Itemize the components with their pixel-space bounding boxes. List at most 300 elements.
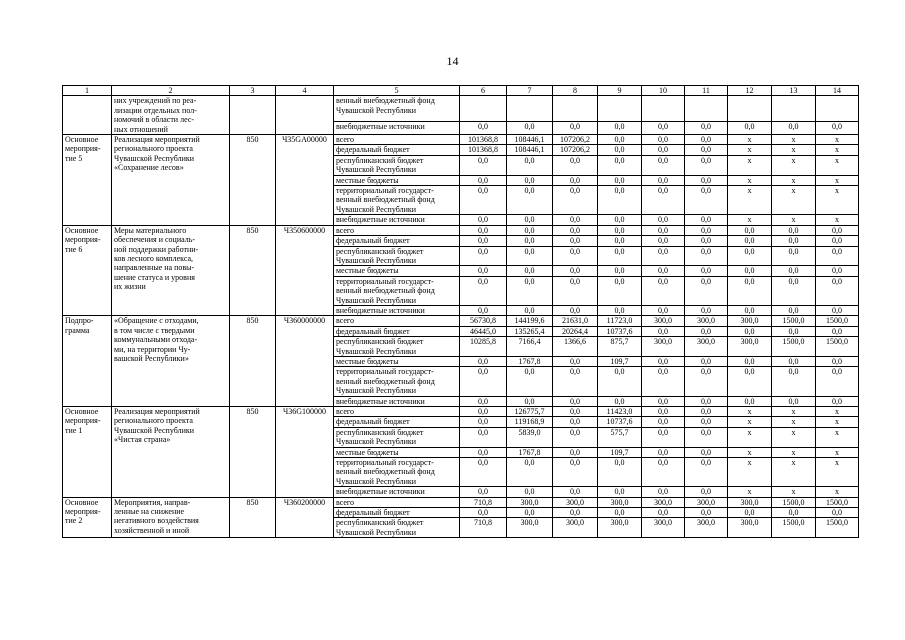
value-cell: 0,0: [553, 236, 598, 246]
value-cell: 0,0: [553, 121, 598, 134]
value-cell: 0,0: [460, 356, 507, 366]
value-cell: 1500,0: [772, 316, 816, 326]
value-cell: 0,0: [507, 121, 553, 134]
column-header: 1: [63, 86, 112, 96]
value-cell: 108446,1: [507, 145, 553, 155]
value-cell: 0,0: [772, 246, 816, 266]
value-cell: 0,0: [553, 508, 598, 518]
value-cell: 300,0: [685, 316, 728, 326]
measure-type-cell: Подпро- грамма: [63, 316, 112, 407]
value-cell: 300,0: [642, 518, 685, 538]
value-cell: 7166,4: [507, 337, 553, 357]
measure-name-cell: них учреждений по реа- лизации отдельных пол- номочий в области лес- ных отношений: [112, 96, 230, 135]
value-cell: x: [816, 407, 859, 417]
value-cell: 0,0: [816, 326, 859, 336]
value-cell: 0,0: [685, 356, 728, 366]
value-cell: x: [772, 145, 816, 155]
value-cell: x: [728, 135, 772, 145]
value-cell: 0,0: [685, 458, 728, 487]
value-cell: 0,0: [772, 266, 816, 276]
value-cell: 0,0: [460, 305, 507, 315]
value-cell: 0,0: [553, 246, 598, 266]
value-cell: 0,0: [553, 225, 598, 235]
funding-source-cell: всего: [334, 316, 460, 326]
funding-source-cell: республиканский бюджет Чувашской Республики: [334, 337, 460, 357]
value-cell: 0,0: [553, 447, 598, 457]
value-cell: 0,0: [460, 246, 507, 266]
value-cell: 300,0: [642, 316, 685, 326]
funding-source-cell: внебюджетные источники: [334, 121, 460, 134]
value-cell: 0,0: [598, 367, 642, 396]
funding-source-cell: территориальный государст- венный внебюджетный фонд Чувашской Республики: [334, 186, 460, 215]
value-cell: 0,0: [598, 135, 642, 145]
value-cell: 0,0: [460, 458, 507, 487]
value-cell: 0,0: [642, 396, 685, 406]
target-code-cell: Ч35GA00000: [276, 135, 334, 226]
value-cell: 0,0: [642, 246, 685, 266]
value-cell: 0,0: [598, 246, 642, 266]
value-cell: 0,0: [553, 155, 598, 175]
column-header: 4: [276, 86, 334, 96]
value-cell: 0,0: [685, 155, 728, 175]
value-cell: 1500,0: [772, 337, 816, 357]
value-cell: 0,0: [642, 121, 685, 134]
funding-source-cell: федеральный бюджет: [334, 145, 460, 155]
value-cell: 0,0: [598, 121, 642, 134]
value-cell: 300,0: [685, 337, 728, 357]
value-cell: 300,0: [598, 518, 642, 538]
funding-source-cell: федеральный бюджет: [334, 508, 460, 518]
value-cell: 0,0: [728, 367, 772, 396]
value-cell: x: [816, 145, 859, 155]
value-cell: 300,0: [642, 497, 685, 507]
column-header: 11: [685, 86, 728, 96]
value-cell: 0,0: [507, 246, 553, 266]
value-cell: 0,0: [460, 487, 507, 497]
value-cell: [507, 96, 553, 121]
budget-code-cell: 850: [230, 135, 276, 226]
value-cell: 0,0: [685, 225, 728, 235]
value-cell: 135265,4: [507, 326, 553, 336]
value-cell: 0,0: [507, 367, 553, 396]
column-header: 5: [334, 86, 460, 96]
funding-source-cell: местные бюджеты: [334, 266, 460, 276]
value-cell: 0,0: [553, 175, 598, 185]
target-code-cell: Ч350600000: [276, 225, 334, 316]
value-cell: 0,0: [685, 367, 728, 396]
value-cell: 20264,4: [553, 326, 598, 336]
value-cell: x: [772, 447, 816, 457]
value-cell: 0,0: [685, 186, 728, 215]
value-cell: 0,0: [816, 356, 859, 366]
value-cell: 1767,8: [507, 447, 553, 457]
value-cell: 0,0: [507, 175, 553, 185]
value-cell: x: [728, 175, 772, 185]
value-cell: 11423,0: [598, 407, 642, 417]
funding-source-cell: местные бюджеты: [334, 447, 460, 457]
value-cell: 107206,2: [553, 135, 598, 145]
value-cell: 0,0: [642, 145, 685, 155]
value-cell: 300,0: [553, 518, 598, 538]
value-cell: 0,0: [642, 305, 685, 315]
value-cell: 0,0: [507, 186, 553, 215]
funding-source-cell: внебюджетные источники: [334, 215, 460, 225]
value-cell: 21631,0: [553, 316, 598, 326]
table-row: [63, 407, 859, 417]
measure-type-cell: [63, 96, 112, 135]
measure-name-cell: Меры материального обеспечения и социаль- ной поддержки работни- ков лесного комплекса, направленные на повы- шение статуса и уровня их жизни: [112, 225, 230, 316]
value-cell: 0,0: [685, 407, 728, 417]
value-cell: 0,0: [553, 276, 598, 305]
value-cell: x: [772, 175, 816, 185]
value-cell: 0,0: [460, 175, 507, 185]
target-code-cell: Ч36G100000: [276, 407, 334, 498]
column-header: 6: [460, 86, 507, 96]
value-cell: 0,0: [642, 155, 685, 175]
value-cell: 0,0: [685, 326, 728, 336]
value-cell: 0,0: [460, 236, 507, 246]
value-cell: 0,0: [772, 121, 816, 134]
value-cell: 0,0: [685, 135, 728, 145]
page-number: 14: [446, 54, 459, 68]
value-cell: 0,0: [507, 508, 553, 518]
value-cell: 0,0: [728, 121, 772, 134]
value-cell: 0,0: [728, 396, 772, 406]
value-cell: 0,0: [553, 487, 598, 497]
value-cell: [685, 96, 728, 121]
value-cell: 300,0: [642, 337, 685, 357]
value-cell: 107206,2: [553, 145, 598, 155]
funding-source-cell: республиканский бюджет Чувашской Республики: [334, 246, 460, 266]
value-cell: 0,0: [507, 276, 553, 305]
value-cell: 0,0: [642, 326, 685, 336]
value-cell: 1500,0: [772, 518, 816, 538]
value-cell: 0,0: [507, 225, 553, 235]
value-cell: x: [816, 215, 859, 225]
target-code-cell: Ч360000000: [276, 316, 334, 407]
value-cell: x: [728, 427, 772, 447]
value-cell: 0,0: [816, 276, 859, 305]
measure-name-cell: Реализация мероприятий регионального проекта Чувашской Республики «Сохранение лесов»: [112, 135, 230, 226]
value-cell: x: [728, 215, 772, 225]
budget-code-cell: 850: [230, 407, 276, 498]
value-cell: 0,0: [507, 155, 553, 175]
value-cell: 0,0: [598, 175, 642, 185]
value-cell: 0,0: [816, 225, 859, 235]
value-cell: 0,0: [642, 447, 685, 457]
value-cell: 0,0: [642, 236, 685, 246]
value-cell: 0,0: [728, 246, 772, 266]
value-cell: 108446,1: [507, 135, 553, 145]
value-cell: 0,0: [685, 121, 728, 134]
value-cell: x: [816, 175, 859, 185]
funding-source-cell: венный внебюджетный фонд Чувашской Республики: [334, 96, 460, 121]
value-cell: 1500,0: [816, 497, 859, 507]
value-cell: 56730,8: [460, 316, 507, 326]
budget-code-cell: 850: [230, 316, 276, 407]
value-cell: 0,0: [816, 121, 859, 134]
column-header: 12: [728, 86, 772, 96]
value-cell: 0,0: [685, 396, 728, 406]
target-code-cell: [276, 96, 334, 135]
value-cell: 0,0: [772, 508, 816, 518]
value-cell: x: [816, 427, 859, 447]
value-cell: 0,0: [642, 266, 685, 276]
value-cell: 101368,8: [460, 135, 507, 145]
table-row: [63, 96, 859, 121]
value-cell: 0,0: [460, 276, 507, 305]
value-cell: 0,0: [685, 236, 728, 246]
table-row: [63, 225, 859, 235]
value-cell: 119168,9: [507, 417, 553, 427]
value-cell: 10737,6: [598, 417, 642, 427]
value-cell: 0,0: [642, 407, 685, 417]
value-cell: 300,0: [728, 497, 772, 507]
value-cell: x: [728, 155, 772, 175]
value-cell: 0,0: [772, 326, 816, 336]
header-row: [63, 86, 859, 96]
value-cell: 875,7: [598, 337, 642, 357]
value-cell: 0,0: [553, 305, 598, 315]
value-cell: x: [772, 427, 816, 447]
value-cell: 0,0: [460, 225, 507, 235]
value-cell: 0,0: [642, 225, 685, 235]
value-cell: 0,0: [685, 215, 728, 225]
value-cell: 300,0: [507, 518, 553, 538]
value-cell: 0,0: [598, 225, 642, 235]
value-cell: 0,0: [642, 175, 685, 185]
funding-source-cell: республиканский бюджет Чувашской Республики: [334, 427, 460, 447]
value-cell: 0,0: [685, 145, 728, 155]
measure-name-cell: Мероприятия, направ- ленные на снижение негативного воздействия хозяйственной и иной: [112, 497, 230, 538]
value-cell: [728, 96, 772, 121]
measure-type-cell: Основное мероприя- тие 2: [63, 497, 112, 538]
budget-code-cell: 850: [230, 497, 276, 538]
funding-source-cell: внебюджетные источники: [334, 487, 460, 497]
funding-source-cell: федеральный бюджет: [334, 236, 460, 246]
value-cell: 0,0: [685, 427, 728, 447]
value-cell: 300,0: [685, 518, 728, 538]
value-cell: 300,0: [685, 497, 728, 507]
value-cell: 300,0: [728, 518, 772, 538]
funding-source-cell: территориальный государст- венный внебюджетный фонд Чувашской Республики: [334, 367, 460, 396]
value-cell: 0,0: [642, 135, 685, 145]
value-cell: 0,0: [553, 458, 598, 487]
value-cell: 0,0: [460, 367, 507, 396]
value-cell: 0,0: [685, 246, 728, 266]
value-cell: 0,0: [460, 407, 507, 417]
funding-source-cell: федеральный бюджет: [334, 326, 460, 336]
value-cell: 0,0: [598, 276, 642, 305]
value-cell: 0,0: [507, 266, 553, 276]
value-cell: 5839,0: [507, 427, 553, 447]
value-cell: 0,0: [685, 276, 728, 305]
value-cell: 0,0: [553, 356, 598, 366]
measure-name-cell: «Обращение с отходами, в том числе с твердыми коммунальными отхода- ми, на территории Чу- вашской Республики»: [112, 316, 230, 407]
value-cell: 710,8: [460, 497, 507, 507]
value-cell: 1366,6: [553, 337, 598, 357]
value-cell: x: [728, 487, 772, 497]
value-cell: 0,0: [772, 367, 816, 396]
column-header: 8: [553, 86, 598, 96]
value-cell: 0,0: [460, 215, 507, 225]
value-cell: 1500,0: [816, 337, 859, 357]
value-cell: x: [816, 417, 859, 427]
value-cell: 0,0: [642, 458, 685, 487]
funding-source-cell: федеральный бюджет: [334, 417, 460, 427]
value-cell: 0,0: [772, 276, 816, 305]
funding-source-cell: территориальный государст- венный внебюджетный фонд Чувашской Республики: [334, 458, 460, 487]
value-cell: 0,0: [553, 407, 598, 417]
value-cell: 0,0: [772, 396, 816, 406]
value-cell: [598, 96, 642, 121]
funding-source-cell: республиканский бюджет Чувашской Республики: [334, 518, 460, 538]
value-cell: 0,0: [816, 367, 859, 396]
value-cell: 300,0: [598, 497, 642, 507]
value-cell: 0,0: [553, 186, 598, 215]
value-cell: 0,0: [553, 427, 598, 447]
value-cell: x: [772, 135, 816, 145]
value-cell: 0,0: [460, 447, 507, 457]
value-cell: x: [772, 417, 816, 427]
value-cell: 0,0: [553, 396, 598, 406]
value-cell: 0,0: [598, 155, 642, 175]
value-cell: 0,0: [728, 356, 772, 366]
value-cell: 0,0: [772, 236, 816, 246]
value-cell: 0,0: [460, 186, 507, 215]
value-cell: 0,0: [460, 396, 507, 406]
value-cell: 1500,0: [816, 518, 859, 538]
value-cell: 0,0: [460, 427, 507, 447]
value-cell: x: [772, 186, 816, 215]
value-cell: 0,0: [598, 305, 642, 315]
column-header: 7: [507, 86, 553, 96]
value-cell: 0,0: [642, 508, 685, 518]
value-cell: 0,0: [816, 236, 859, 246]
value-cell: 300,0: [507, 497, 553, 507]
value-cell: 0,0: [460, 508, 507, 518]
value-cell: 0,0: [553, 215, 598, 225]
funding-source-cell: внебюджетные источники: [334, 396, 460, 406]
value-cell: 0,0: [507, 215, 553, 225]
value-cell: x: [772, 458, 816, 487]
value-cell: 0,0: [642, 487, 685, 497]
value-cell: 300,0: [728, 337, 772, 357]
value-cell: 0,0: [553, 367, 598, 396]
value-cell: 0,0: [460, 266, 507, 276]
measure-type-cell: Основное мероприя- тие 5: [63, 135, 112, 226]
value-cell: x: [728, 458, 772, 487]
value-cell: x: [772, 407, 816, 417]
table-row: [63, 316, 859, 326]
value-cell: 0,0: [816, 508, 859, 518]
value-cell: 0,0: [728, 276, 772, 305]
value-cell: 0,0: [598, 215, 642, 225]
value-cell: 0,0: [460, 155, 507, 175]
value-cell: 0,0: [816, 266, 859, 276]
column-header: 13: [772, 86, 816, 96]
funding-source-cell: республиканский бюджет Чувашской Республики: [334, 155, 460, 175]
value-cell: x: [816, 458, 859, 487]
funding-source-cell: всего: [334, 497, 460, 507]
value-cell: 0,0: [728, 236, 772, 246]
table-row: [63, 135, 859, 145]
budget-table: [62, 85, 859, 538]
funding-source-cell: всего: [334, 407, 460, 417]
value-cell: 46445,0: [460, 326, 507, 336]
budget-code-cell: [230, 96, 276, 135]
value-cell: 0,0: [553, 417, 598, 427]
value-cell: 109,7: [598, 356, 642, 366]
value-cell: 0,0: [598, 236, 642, 246]
value-cell: 0,0: [507, 487, 553, 497]
value-cell: 0,0: [507, 458, 553, 487]
value-cell: 0,0: [685, 487, 728, 497]
funding-source-cell: внебюджетные источники: [334, 305, 460, 315]
value-cell: [460, 96, 507, 121]
value-cell: 0,0: [553, 266, 598, 276]
value-cell: x: [728, 447, 772, 457]
value-cell: [816, 96, 859, 121]
funding-source-cell: местные бюджеты: [334, 356, 460, 366]
value-cell: 126775,7: [507, 407, 553, 417]
value-cell: 0,0: [642, 356, 685, 366]
value-cell: 10285,8: [460, 337, 507, 357]
value-cell: 0,0: [642, 276, 685, 305]
value-cell: 0,0: [728, 266, 772, 276]
value-cell: x: [816, 186, 859, 215]
value-cell: 0,0: [460, 121, 507, 134]
value-cell: 1767,8: [507, 356, 553, 366]
value-cell: 0,0: [685, 447, 728, 457]
value-cell: 0,0: [728, 326, 772, 336]
value-cell: x: [816, 155, 859, 175]
funding-source-cell: всего: [334, 135, 460, 145]
value-cell: x: [728, 186, 772, 215]
value-cell: x: [728, 145, 772, 155]
value-cell: 0,0: [460, 417, 507, 427]
value-cell: 0,0: [598, 458, 642, 487]
value-cell: 0,0: [728, 305, 772, 315]
value-cell: 0,0: [598, 396, 642, 406]
value-cell: 0,0: [685, 417, 728, 427]
value-cell: [772, 96, 816, 121]
funding-source-cell: территориальный государст- венный внебюджетный фонд Чувашской Республики: [334, 276, 460, 305]
value-cell: 0,0: [598, 186, 642, 215]
measure-type-cell: Основное мероприя- тие 6: [63, 225, 112, 316]
column-header: 10: [642, 86, 685, 96]
value-cell: 144199,6: [507, 316, 553, 326]
funding-source-cell: всего: [334, 225, 460, 235]
value-cell: 0,0: [685, 305, 728, 315]
value-cell: 0,0: [642, 215, 685, 225]
value-cell: 10737,6: [598, 326, 642, 336]
value-cell: 0,0: [598, 145, 642, 155]
value-cell: x: [816, 447, 859, 457]
value-cell: 0,0: [816, 246, 859, 266]
measure-name-cell: Реализация мероприятий регионального проекта Чувашской Республики «Чистая страна»: [112, 407, 230, 498]
value-cell: 300,0: [728, 316, 772, 326]
value-cell: 0,0: [685, 266, 728, 276]
value-cell: 0,0: [598, 266, 642, 276]
value-cell: 0,0: [816, 305, 859, 315]
value-cell: 0,0: [772, 225, 816, 235]
value-cell: 710,8: [460, 518, 507, 538]
value-cell: x: [772, 155, 816, 175]
value-cell: x: [816, 135, 859, 145]
value-cell: 0,0: [772, 305, 816, 315]
value-cell: 0,0: [507, 305, 553, 315]
